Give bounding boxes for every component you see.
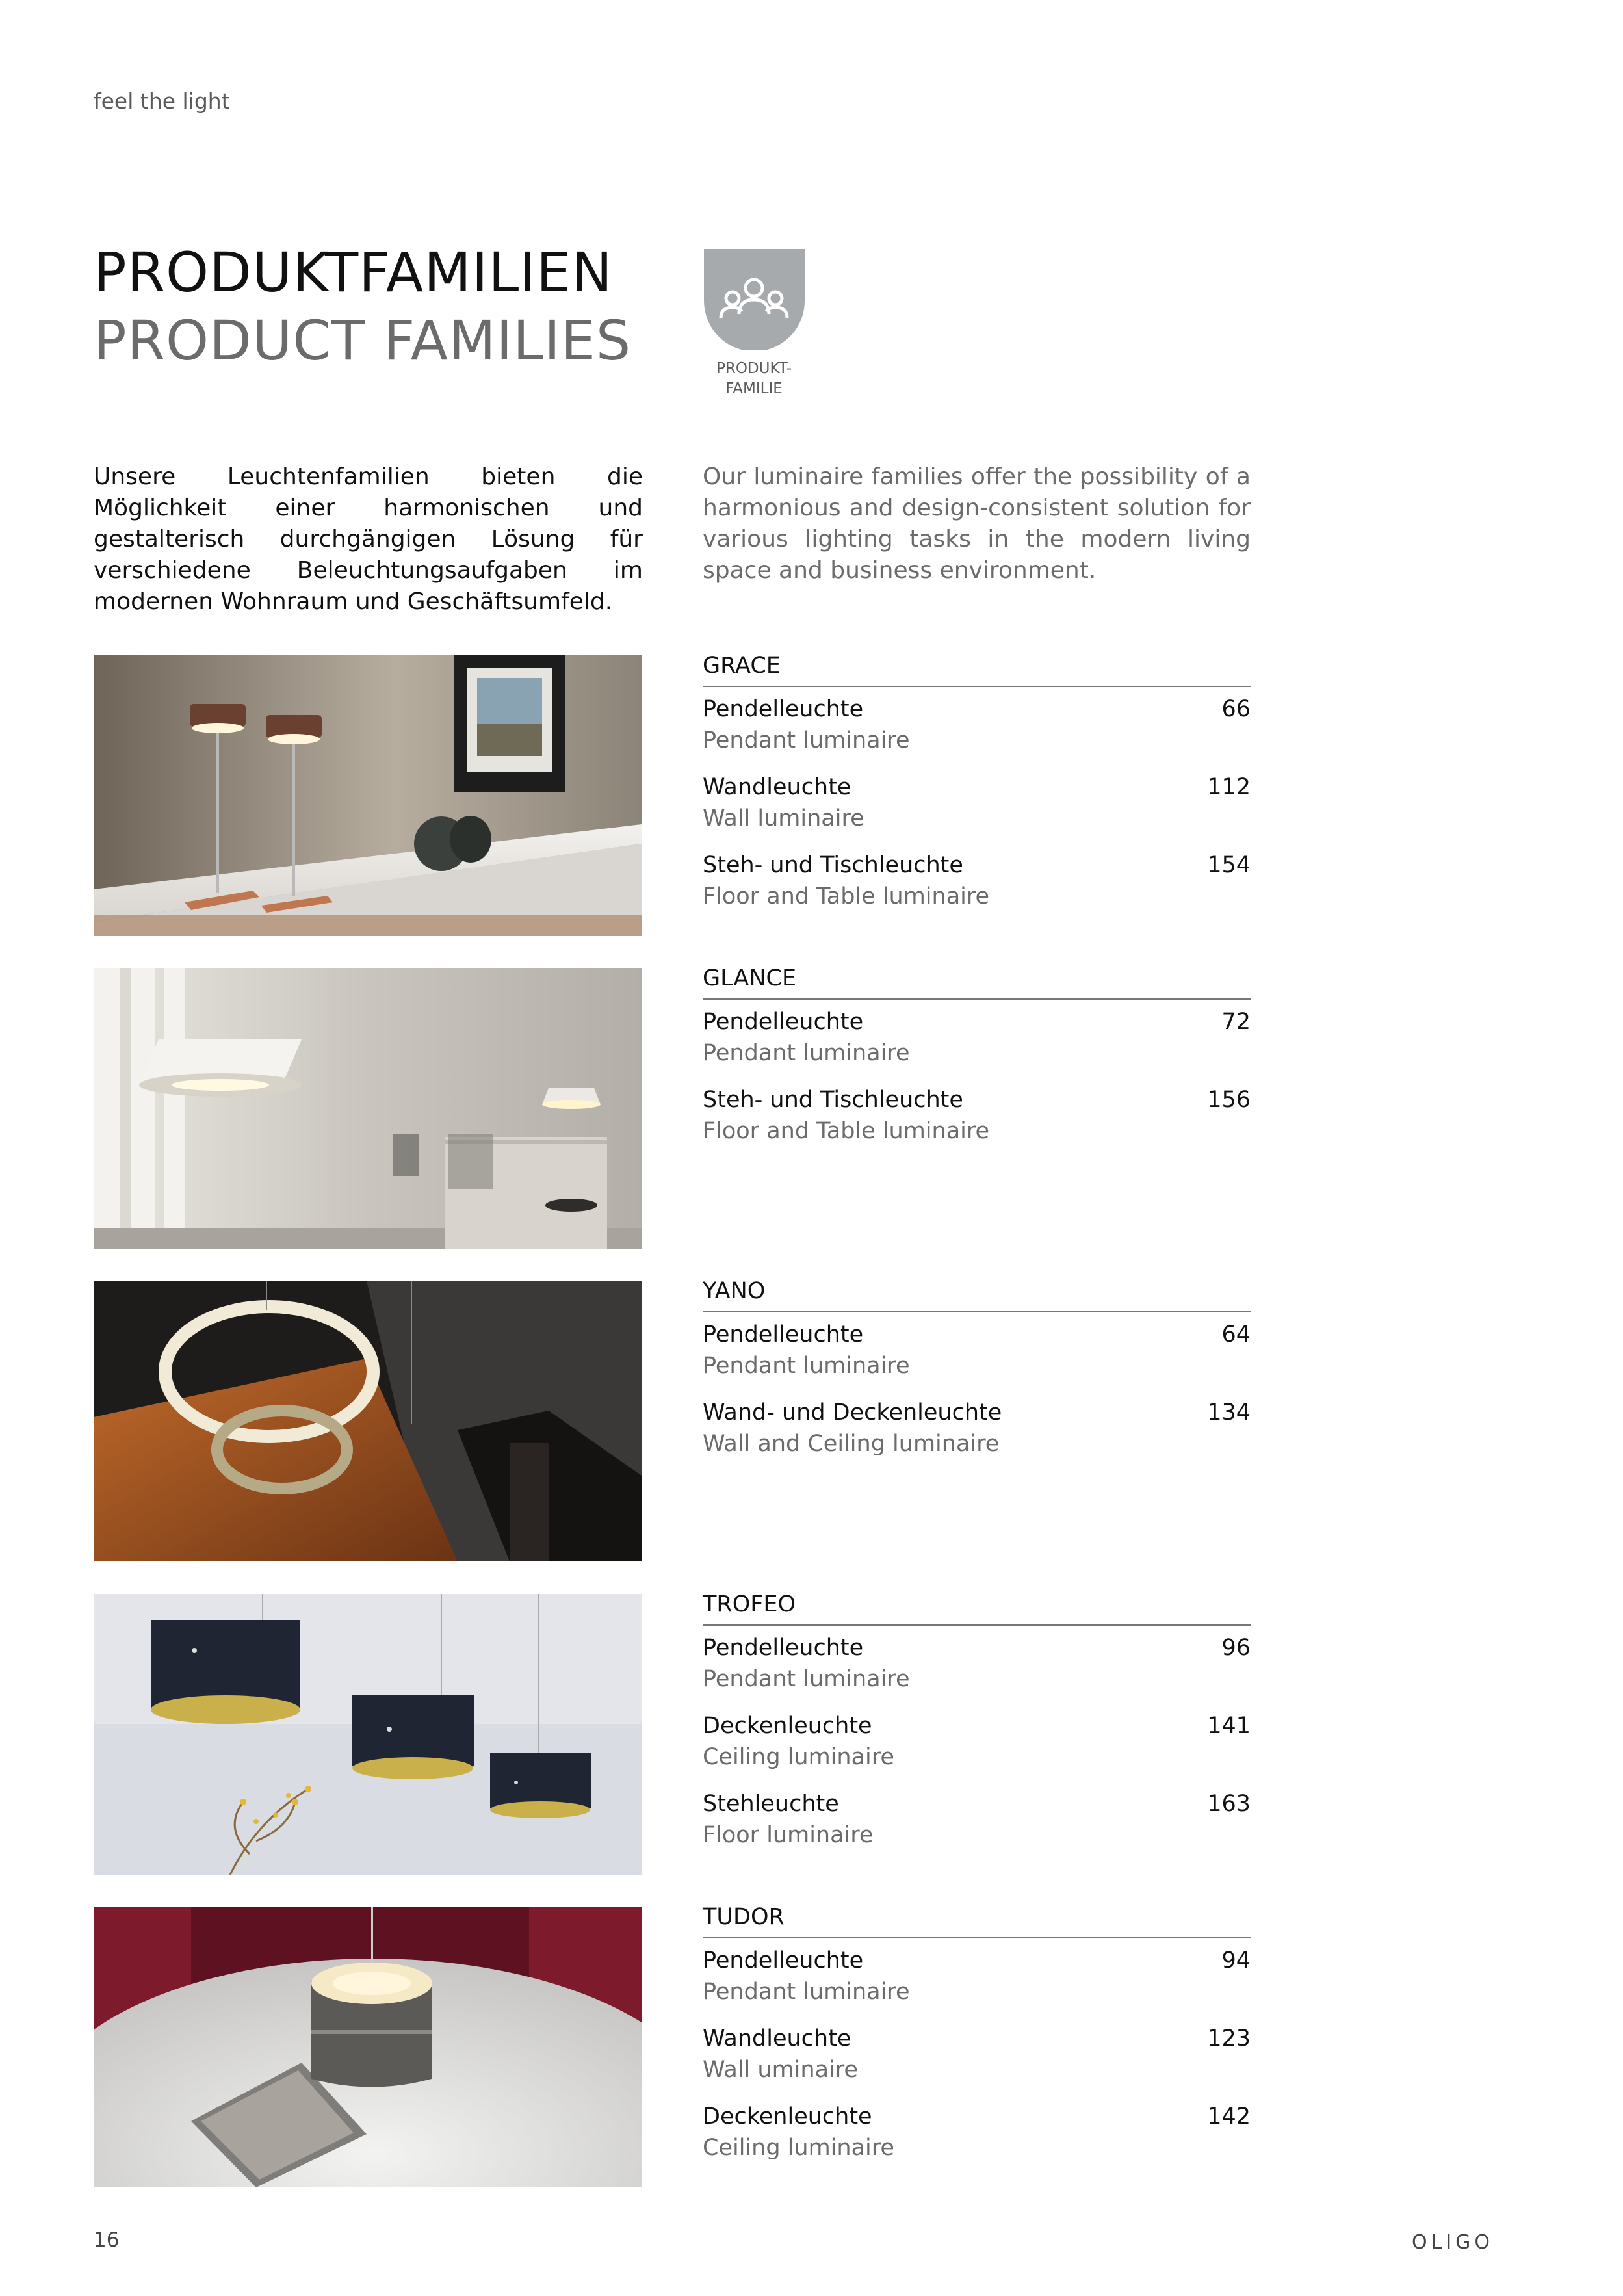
entry-page-number[interactable]: 156 bbox=[1207, 1087, 1251, 1113]
page-title-de: PRODUKTFAMILIEN bbox=[94, 241, 613, 304]
intro-text-de: Unsere Leuchtenfamilien bieten die Möglichkeit einer harmonischen und gestalterisch durchgängigen Lösung für verschiedene Beleuchtungsaufgaben im modernen Wohnraum und Geschäftsumfeld. bbox=[94, 463, 643, 615]
intro-text-en: Our luminaire families offer the possibility of a harmonious and design-consistent solution for various lighting tasks in the modern living space and business environment. bbox=[703, 463, 1251, 584]
family-grace bbox=[703, 652, 1251, 928]
family-entry bbox=[703, 1006, 1251, 1084]
family-entry bbox=[703, 1397, 1251, 1475]
family-yano bbox=[703, 1277, 1251, 1475]
entry-label-de: Wand- und Deckenleuchte bbox=[703, 1400, 1002, 1426]
family-entry bbox=[703, 1319, 1251, 1397]
family-divider bbox=[703, 1624, 1251, 1626]
glance-photo bbox=[94, 968, 642, 1249]
badge-label-line1: PRODUKT- bbox=[716, 360, 792, 377]
page-title-en: PRODUCT FAMILIES bbox=[94, 309, 632, 372]
entry-label-de: Pendelleuchte bbox=[703, 1322, 864, 1348]
grace-photo bbox=[94, 655, 642, 936]
family-name: GLANCE bbox=[703, 965, 797, 991]
family-glance bbox=[703, 965, 1251, 1162]
entry-label-en: Floor and Table luminaire bbox=[703, 883, 990, 909]
entry-page-number[interactable]: 64 bbox=[1221, 1322, 1251, 1348]
family-divider bbox=[703, 998, 1251, 1000]
entry-page-number[interactable]: 134 bbox=[1207, 1400, 1251, 1426]
header-tagline: feel the light bbox=[94, 88, 230, 114]
family-name: GRACE bbox=[703, 653, 781, 679]
family-entry bbox=[703, 1084, 1251, 1162]
entry-label-de: Pendelleuchte bbox=[703, 1948, 864, 1974]
entry-label-en: Pendant luminaire bbox=[703, 727, 910, 753]
badge-label bbox=[676, 359, 832, 399]
entry-label-de: Pendelleuchte bbox=[703, 1009, 864, 1035]
family-divider bbox=[703, 686, 1251, 687]
badge-label-line2: FAMILIE bbox=[725, 380, 783, 397]
entry-label-en: Ceiling luminaire bbox=[703, 1744, 894, 1770]
tudor-photo bbox=[94, 1907, 642, 2187]
family-trofeo bbox=[703, 1591, 1251, 1866]
entry-page-number[interactable]: 94 bbox=[1221, 1948, 1251, 1974]
entry-label-de: Wandleuchte bbox=[703, 2026, 851, 2052]
entry-page-number[interactable]: 123 bbox=[1207, 2026, 1251, 2052]
entry-page-number[interactable]: 96 bbox=[1221, 1635, 1251, 1661]
family-entry bbox=[703, 772, 1251, 850]
entry-label-de: Steh- und Tischleuchte bbox=[703, 852, 963, 878]
entry-label-de: Pendelleuchte bbox=[703, 696, 864, 722]
family-entry bbox=[703, 1710, 1251, 1788]
family-entry bbox=[703, 850, 1251, 928]
entry-label-en: Wall luminaire bbox=[703, 805, 864, 831]
entry-page-number[interactable]: 66 bbox=[1221, 696, 1251, 722]
entry-page-number[interactable]: 163 bbox=[1207, 1791, 1251, 1817]
entry-label-de: Steh- und Tischleuchte bbox=[703, 1087, 963, 1113]
family-entry bbox=[703, 694, 1251, 772]
family-tudor bbox=[703, 1903, 1251, 2179]
entry-label-en: Floor luminaire bbox=[703, 1822, 874, 1848]
family-entry bbox=[703, 1632, 1251, 1710]
family-entry bbox=[703, 1788, 1251, 1866]
entry-label-de: Wandleuchte bbox=[703, 774, 851, 800]
entry-label-en: Pendant luminaire bbox=[703, 1979, 910, 2005]
family-entry bbox=[703, 1945, 1251, 2023]
entry-label-de: Pendelleuchte bbox=[703, 1635, 864, 1661]
family-name: TROFEO bbox=[703, 1591, 796, 1617]
product-family-badge bbox=[704, 249, 805, 350]
entry-label-de: Deckenleuchte bbox=[703, 1713, 872, 1739]
entry-label-de: Stehleuchte bbox=[703, 1791, 839, 1817]
entry-page-number[interactable]: 142 bbox=[1207, 2104, 1251, 2130]
family-divider bbox=[703, 1937, 1251, 1938]
brand-logo: OLIGO bbox=[1412, 2231, 1494, 2254]
entry-page-number[interactable]: 141 bbox=[1207, 1713, 1251, 1739]
entry-label-en: Pendant luminaire bbox=[703, 1666, 910, 1692]
family-name: YANO bbox=[703, 1278, 766, 1304]
family-divider bbox=[703, 1311, 1251, 1312]
family-entry bbox=[703, 2101, 1251, 2179]
entry-label-en: Wall and Ceiling luminaire bbox=[703, 1431, 1000, 1457]
entry-label-en: Ceiling luminaire bbox=[703, 2135, 894, 2161]
page-number: 16 bbox=[94, 2228, 120, 2252]
entry-label-en: Floor and Table luminaire bbox=[703, 1118, 990, 1144]
entry-label-de: Deckenleuchte bbox=[703, 2104, 872, 2130]
trofeo-photo bbox=[94, 1594, 642, 1875]
yano-photo bbox=[94, 1281, 642, 1561]
entry-label-en: Wall uminaire bbox=[703, 2057, 858, 2083]
entry-page-number[interactable]: 72 bbox=[1221, 1009, 1251, 1035]
entry-page-number[interactable]: 112 bbox=[1207, 774, 1251, 800]
family-entry bbox=[703, 2023, 1251, 2101]
entry-label-en: Pendant luminaire bbox=[703, 1353, 910, 1379]
entry-label-en: Pendant luminaire bbox=[703, 1040, 910, 1066]
people-group-icon bbox=[704, 249, 805, 350]
family-name: TUDOR bbox=[703, 1904, 785, 1930]
entry-page-number[interactable]: 154 bbox=[1207, 852, 1251, 878]
